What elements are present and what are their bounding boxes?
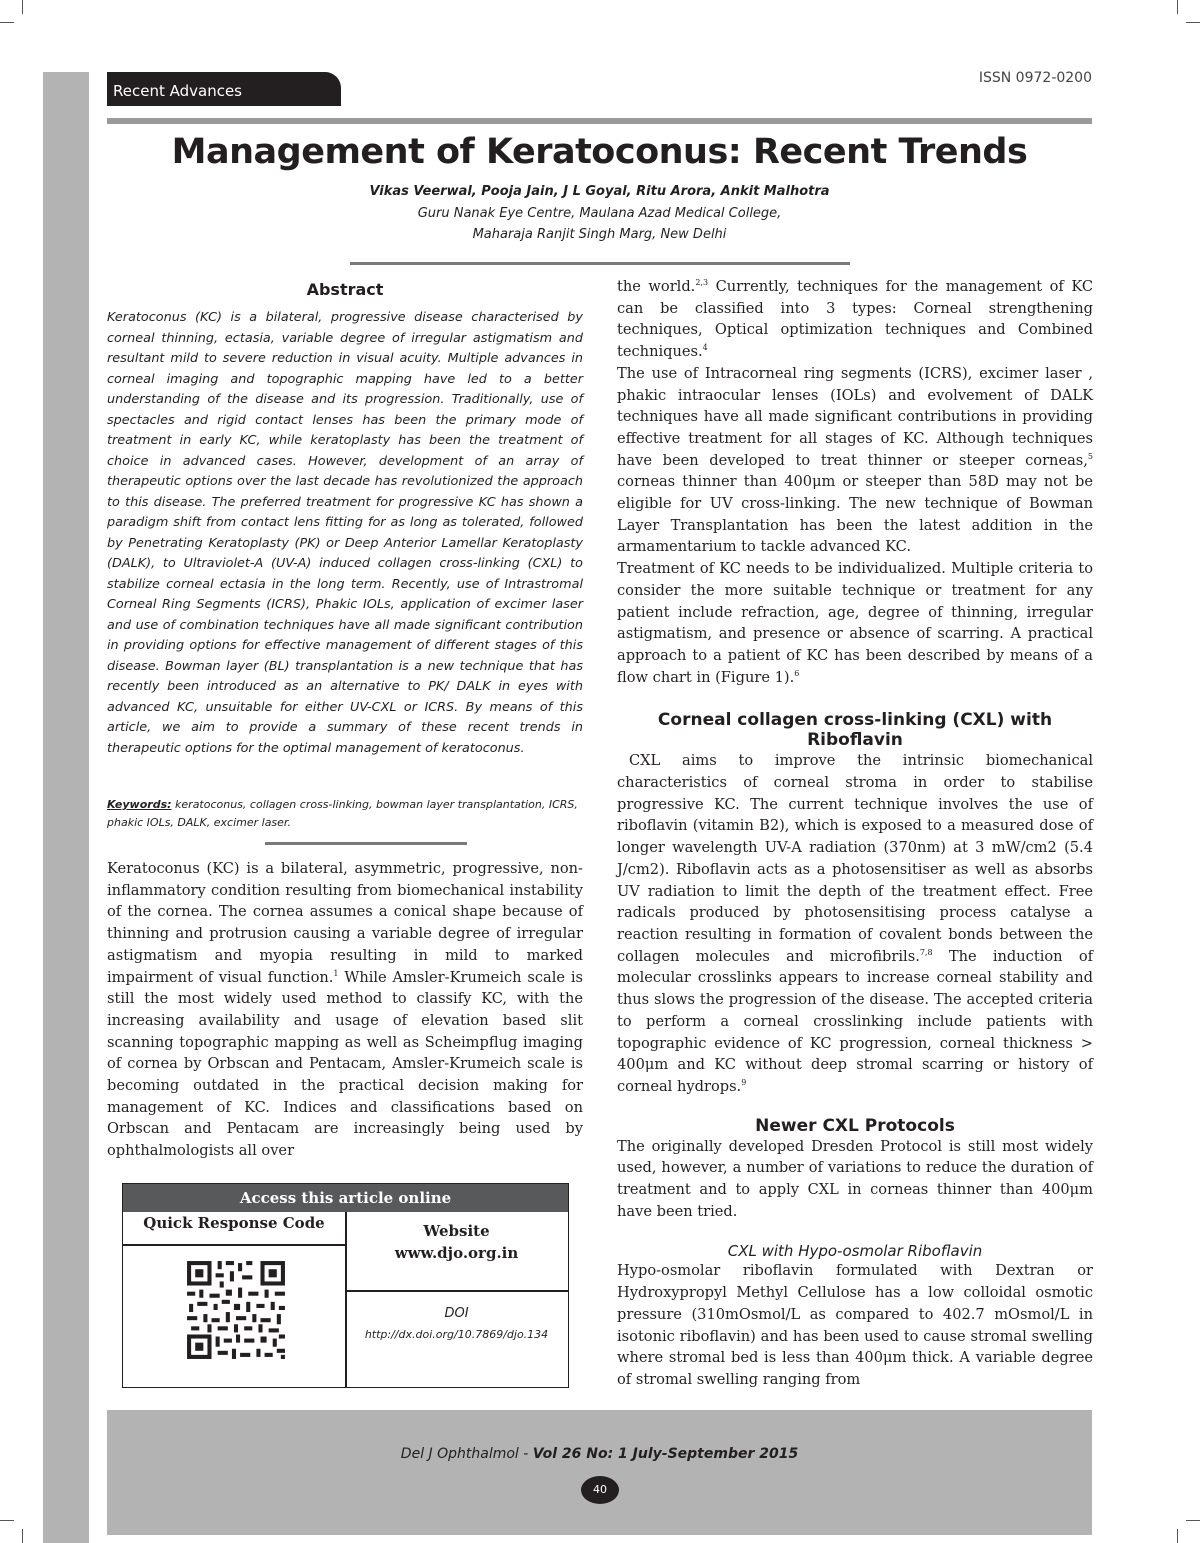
reference-mark: 9 <box>741 1078 747 1088</box>
keywords-text: keratoconus, collagen cross-linking, bowman layer transplantation, ICRS, phakic IOLs, DALK, excimer laser. <box>107 798 578 829</box>
paragraph: Hypo-osmolar riboflavin formulated with Dextran or Hydroxypropyl Methyl Cellulose has a low colloidal osmotic pressure (310mOsmol/L as compared to 402.7 mOsmol/L in isotonic riboflavin) and has been used to cause stromal swelling where stromal bed is less than 400μm thick. A variable degree of stromal swelling ranging from <box>617 1262 1093 1388</box>
crop-mark <box>0 1520 14 1521</box>
reference-mark: 4 <box>702 343 708 353</box>
affiliation-line-1: Guru Nanak Eye Centre, Maulana Azad Medical College, <box>417 206 782 221</box>
journal-name: Del J Ophthalmol - <box>400 1446 533 1462</box>
paragraph: The originally developed Dresden Protocol is still most widely used, however, a number of variations to reduce the duration of treatment and to apply CXL in corneas thinner than 400μm have been tried. <box>617 1137 1093 1220</box>
text-run: corneas thinner than 400μm or steeper than 58D may not be eligible for UV cross-linking. The new technique of Bowman Layer Transplantation has been the latest addition in the armamentarium to tackle advanced KC. <box>617 473 1093 556</box>
abstract-rule <box>265 842 467 845</box>
authors: Vikas Veerwal, Pooja Jain, J L Goyal, Ritu Arora, Ankit Malhotra <box>369 184 830 199</box>
qr-label: Quick Response Code <box>143 1214 325 1232</box>
text-run: CXL aims to improve the intrinsic biomechanical characteristics of corneal stroma in order to stabilise progressive KC. The current technique involves the use of riboflavin (vitamin B2), which is exposed to a measured dose of longer wavelength UV-A radiation (370nm) at 3 mW/cm2 (5.4 J/cm2). Riboflavin acts as a photosensitiser as well as absorbs UV radiation to limit the depth of the treatment effect. Free radicals produced by photosensitising process catalyse a reaction resulting in formation of covalent bonds between the collagen molecules and microfibrils. <box>617 752 1093 965</box>
side-band <box>43 72 89 1543</box>
box-divider <box>123 1244 345 1246</box>
box-divider <box>345 1290 568 1292</box>
text-run: Treatment of KC needs to be individualized. Multiple criteria to consider the more suitable technique or treatment for any patient include refraction, age, degree of thinning, irregular astigmatism, and presence or absence of scarring. A practical approach to a patient of KC has been described by means of a flow chart in (Figure 1). <box>617 560 1093 686</box>
journal-citation <box>107 1446 1092 1462</box>
footer-band <box>107 1410 1092 1535</box>
paragraph <box>617 558 1093 688</box>
page-number: 40 <box>581 1476 619 1504</box>
doi-label: DOI <box>444 1306 469 1321</box>
crop-mark <box>1186 1520 1200 1521</box>
left-column <box>107 858 583 1162</box>
crop-mark <box>1177 1529 1178 1543</box>
affiliation-line-2: Maharaja Ranjit Singh Marg, New Delhi <box>472 227 727 242</box>
access-heading: Access this article online <box>123 1184 568 1212</box>
section-label: Recent Advances <box>113 82 242 100</box>
section-tab <box>107 72 341 106</box>
keywords-label: Keywords: <box>107 798 172 811</box>
abstract-text: Keratoconus (KC) is a bilateral, progressive disease characterised by corneal thinning, ectasia, variable degree of irregular astigmatism and resultant mild to severe reduction in visual acuity. Multiple advances in corneal imaging and topographic mapping have led to a better understanding of the disease and its progression. Traditionally, use of spectacles and rigid contact lenses has been the primary mode of treatment in early KC, while keratoplasty has been the treatment of choice in advanced cases. However, development of an array of therapeutic options over the last decade has revolutionized the approach to this disease. The preferred treatment for progressive KC has shown a paradigm shift from contact lens fitting for as long as tolerated, followed by Penetrating Keratoplasty (PK) or Deep Anterior Lamellar Keratoplasty (DALK), to Ultraviolet-A (UV-A) induced collagen cross-linking (CXL) to stabilize corneal ectasia in the long term. Recently, use of Intrastromal Corneal Ring Segments (ICRS), Phakic IOLs, application of excimer laser and use of combination techniques have all made significant contribution in providing options for effective management of different stages of this disease. Bowman layer (BL) transplantation is a new technique that has recently been introduced as an alternative to PK/ DALK in eyes with advanced KC, unsuitable for either UV-CXL or ICRS. By means of this article, we aim to provide a summary of these recent trends in therapeutic options for the optimal management of keratoconus. <box>107 310 583 756</box>
website-label: Website <box>423 1222 490 1240</box>
issn: ISSN 0972-0200 <box>978 70 1092 86</box>
crop-mark <box>22 1529 23 1543</box>
reference-mark: 1 <box>333 968 339 978</box>
crop-mark <box>0 22 14 23</box>
reference-mark: 6 <box>794 668 800 678</box>
crop-mark <box>22 0 23 14</box>
journal-issue: Vol 26 No: 1 July-September 2015 <box>532 1446 799 1462</box>
article-title: Management of Keratoconus: Recent Trends <box>171 132 1028 172</box>
header-rule <box>107 118 1092 124</box>
section-heading-cxl: Corneal collagen cross-linking (CXL) with Riboflavin <box>657 710 1053 751</box>
keywords <box>107 796 583 832</box>
section-heading-newer-cxl: Newer CXL Protocols <box>755 1115 955 1136</box>
paragraph <box>617 750 1093 1097</box>
reference-mark: 2,3 <box>695 278 709 288</box>
reference-mark: 5 <box>1087 451 1093 461</box>
text-run: While Amsler-Krumeich scale is still the most widely used method to classify KC, with the increasing availability and usage of elevation based slit scanning topographic mapping as well as Scheimpflug imaging of cornea by Orbscan and Pentacam, Amsler-Krumeich scale is becoming outdated in the practical decision making for management of KC. Indices and classifications based on Orbscan and Pentacam are increasingly being used by ophthalmologists all over <box>107 968 583 1160</box>
title-rule <box>350 262 850 265</box>
text-run: The induction of molecular crosslinks appears to increase corneal stability and thus slows the progression of the disease. The accepted criteria to perform a corneal crosslinking include patients with topographic evidence of KC progression, corneal thickness > 400μm and KC without deep stromal scarring or history of corneal hydrops. <box>617 947 1094 1095</box>
paragraph <box>617 363 1093 558</box>
text-run: The use of Intracorneal ring segments (ICRS), excimer laser , phakic intraocular lenses (IOLs) and evolvement of DALK techniques have all made significant contributions in providing effective treatment for all stages of KC. Although techniques have been developed to treat thinner or steeper corneas, <box>617 364 1093 469</box>
crop-mark <box>1186 22 1200 23</box>
website-block <box>345 1220 568 1264</box>
website-link[interactable]: www.djo.org.in <box>394 1244 519 1262</box>
paragraph <box>107 858 583 1162</box>
right-column <box>617 276 1093 1391</box>
access-article-box <box>122 1183 569 1388</box>
text-run: the world. <box>617 278 696 295</box>
qr-code[interactable] <box>185 1259 287 1361</box>
paragraph <box>617 276 1093 363</box>
text-run: Keratoconus (KC) is a bilateral, asymmetric, progressive, non-inflammatory condition resulting from biomechanical instability of the cornea. The cornea assumes a conical shape because of thinning and protrusion causing a variable degree of irregular astigmatism and myopia resulting in mild to marked impairment of visual function. <box>107 860 583 986</box>
text-run: Currently, techniques for the management of KC can be classified into 3 types: Corneal strengthening techniques, Optical optimization techniques and Combined techniques. <box>617 278 1093 361</box>
subsection-heading: CXL with Hypo-osmolar Riboflavin <box>727 1242 983 1261</box>
crop-mark <box>1177 0 1178 14</box>
doi-link[interactable]: http://dx.doi.org/10.7869/djo.134 <box>364 1328 549 1341</box>
reference-mark: 7,8 <box>919 947 933 957</box>
abstract-heading: Abstract <box>306 280 384 299</box>
